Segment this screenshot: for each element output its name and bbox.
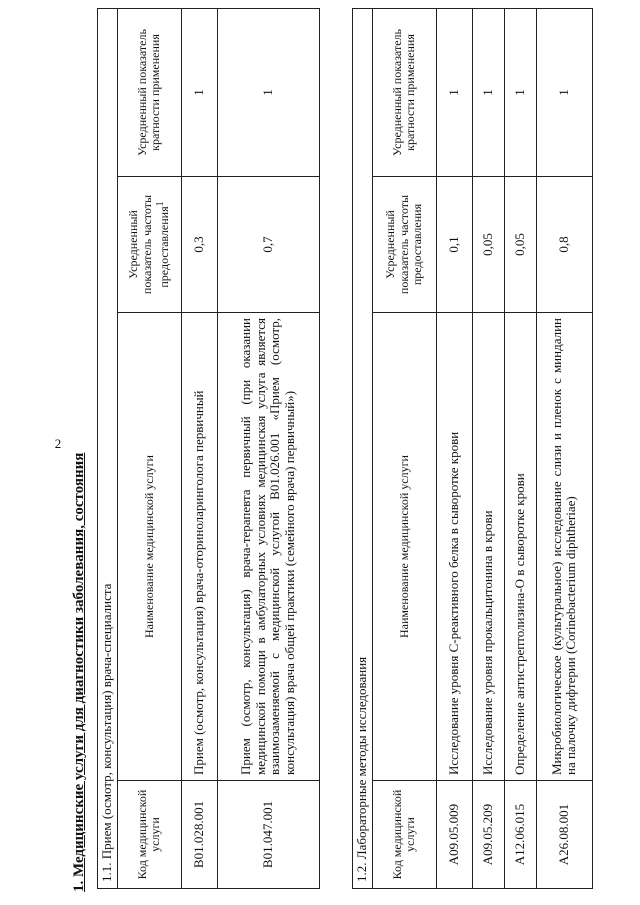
row-name: Исследование уровня прокальцитонина в крови xyxy=(472,313,504,781)
row-mult: 1 xyxy=(181,8,217,176)
footnote-mark: 1 xyxy=(154,201,166,207)
table-row xyxy=(181,8,217,888)
row-name: Определение антистрептолизина-O в сыворотке крови xyxy=(504,313,536,781)
table2-section-title: 1.2. Лабораторные методы исследования xyxy=(353,8,373,888)
row-code: A09.05.209 xyxy=(472,781,504,889)
table2-header-code: Код медицинской услуги xyxy=(372,781,436,889)
table1-header-mult: Усредненный показатель кратности применения xyxy=(117,8,181,176)
row-code: A09.05.009 xyxy=(436,781,472,889)
row-code: A12.06.015 xyxy=(504,781,536,889)
section-heading: 1. Медицинские услуги для диагностики заболевания, состояния xyxy=(71,452,87,892)
table-row xyxy=(436,8,472,888)
table1-header-freq xyxy=(117,177,181,313)
row-freq: 0,3 xyxy=(181,177,217,313)
row-freq: 0,1 xyxy=(436,177,472,313)
row-freq: 0,05 xyxy=(472,177,504,313)
page-number: 2 xyxy=(54,435,62,451)
row-freq: 0,05 xyxy=(504,177,536,313)
table2-header-mult: Усредненный показатель кратности применения xyxy=(372,8,436,176)
row-freq: 0,8 xyxy=(536,177,592,313)
row-code: A26.08.001 xyxy=(536,781,592,889)
row-code: B01.028.001 xyxy=(181,781,217,889)
row-name: Исследование уровня С-реактивного белка в сыворотке крови xyxy=(436,313,472,781)
header-freq-text: Усредненный показатель частоты предоставления xyxy=(126,194,171,295)
row-mult: 1 xyxy=(536,8,592,176)
table1-header-code: Код медицинской услуги xyxy=(117,781,181,889)
row-code: B01.047.001 xyxy=(217,781,319,889)
table1-header-name: Наименование медицинской услуги xyxy=(117,313,181,781)
table2-header-freq: Усредненный показатель частоты предоставления xyxy=(372,177,436,313)
table-row xyxy=(536,8,592,888)
row-mult: 1 xyxy=(436,8,472,176)
row-mult: 1 xyxy=(472,8,504,176)
row-name: Микробиологическое (культуральное) исследование слизи и пленок с миндалин на палочку дифтерии (Corinebacterium diphtheriae) xyxy=(536,313,592,781)
row-name: Прием (осмотр, консультация) врача-терапевта первичный (при оказании медицинской помощи в амбулаторных условиях медицинская услуга является взаимозаменяемой с медицинской услугой B01.026.001 «Прием (осмотр, консультация) врача общей практики (семейного врача) первичный») xyxy=(217,313,319,781)
row-freq: 0,7 xyxy=(217,177,319,313)
row-mult: 1 xyxy=(504,8,536,176)
table-row xyxy=(217,8,319,888)
row-mult: 1 xyxy=(217,8,319,176)
table1-section-title: 1.1. Прием (осмотр, консультация) врача-специалиста xyxy=(98,8,118,888)
table2-header-name: Наименование медицинской услуги xyxy=(372,313,436,781)
table-specialist-visits xyxy=(97,8,320,889)
table-row xyxy=(472,8,504,888)
row-name: Прием (осмотр, консультация) врача-оториноларинголога первичный xyxy=(181,313,217,781)
table-lab-tests xyxy=(352,8,593,889)
table-row xyxy=(504,8,536,888)
